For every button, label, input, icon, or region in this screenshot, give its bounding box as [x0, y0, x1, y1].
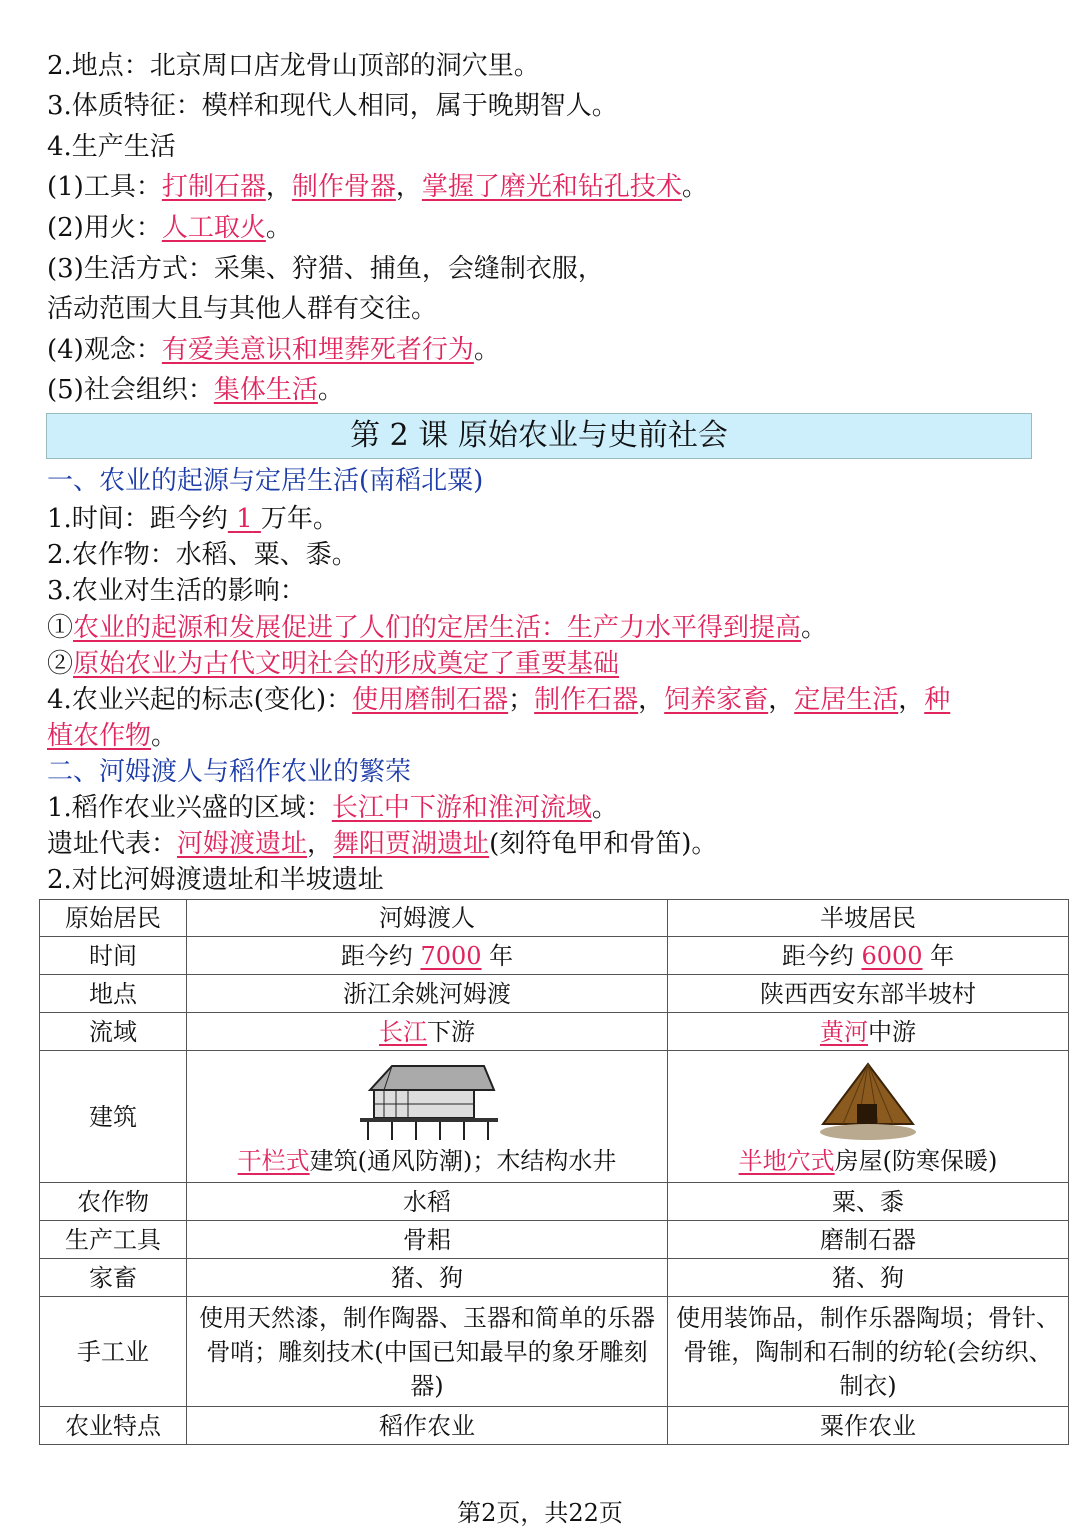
- table-cell: 原始居民: [40, 900, 187, 937]
- table-cell: 粟、黍: [668, 1183, 1069, 1221]
- table-cell: 农业特点: [40, 1407, 187, 1445]
- table-row: [40, 1051, 1069, 1183]
- text-line: 活动范围大且与其他人群有交往。: [47, 294, 438, 324]
- table-cell: 黄河中游: [668, 1013, 1069, 1051]
- text-line: 3.农业对生活的影响：: [47, 576, 306, 606]
- label: (刻符龟甲和骨笛)。: [489, 829, 718, 859]
- table-cell: 距今约 7000 年: [187, 937, 668, 975]
- answer: 人工取火: [161, 213, 266, 243]
- text-line: 3.体质特征：模样和现代人相同，属于晚期智人。: [47, 91, 618, 121]
- answer: 饲养家畜: [664, 685, 769, 715]
- answer: 打制石器: [161, 172, 266, 202]
- table-cell: 生产工具: [40, 1221, 187, 1259]
- table-cell: 骨耜: [187, 1221, 668, 1259]
- label: 遗址代表：: [47, 829, 178, 859]
- table-row: [40, 1221, 1069, 1259]
- lesson-title: 第 2 课 原始农业与史前社会: [46, 413, 1032, 459]
- table-cell: 农作物: [40, 1183, 187, 1221]
- table-row: [40, 900, 1069, 937]
- answer: 集体生活: [213, 375, 318, 405]
- table-cell: 稻作农业: [187, 1407, 668, 1445]
- table-cell: 浙江余姚河姆渡: [187, 975, 668, 1013]
- label: 万年。: [260, 504, 339, 534]
- table-row: [40, 1259, 1069, 1297]
- text-line: (2)用火：人工取火。: [47, 213, 292, 243]
- table-row: [40, 975, 1069, 1013]
- answer: 定居生活: [794, 685, 899, 715]
- text-line: [47, 646, 619, 682]
- text-line: 4.农业兴起的标志(变化)：使用磨制石器；制作石器，饲养家畜，定居生活，种: [47, 685, 951, 715]
- section-heading: 二、河姆渡人与稻作农业的繁荣: [47, 757, 412, 787]
- text-line: 2.地点：北京周口店龙骨山顶部的洞穴里。: [47, 51, 540, 81]
- label: ②: [47, 649, 74, 679]
- answer: 原始农业为古代文明社会的形成奠定了重要基础: [73, 649, 620, 679]
- answer: 农业的起源和发展促进了人们的定居生活：生产力水平得到提高: [73, 613, 802, 643]
- stilt-house-icon: [352, 1060, 502, 1144]
- table-cell: 陕西西安东部半坡村: [668, 975, 1069, 1013]
- answer: 制作骨器: [291, 172, 396, 202]
- text-line: (1)工具：打制石器，制作骨器，掌握了磨光和钻孔技术。: [47, 172, 708, 202]
- table-row: [40, 937, 1069, 975]
- label: 4.农业兴起的标志(变化)：: [47, 685, 353, 715]
- answer: 长江中下游和淮河流域: [331, 793, 592, 823]
- label: (4)观念：: [47, 335, 162, 365]
- answer: 有爱美意识和埋葬死者行为: [161, 335, 474, 365]
- table-cell: 地点: [40, 975, 187, 1013]
- label: 1.稻作农业兴盛的区域：: [47, 793, 332, 823]
- table-cell: 半地穴式房屋(防寒保暖): [668, 1051, 1069, 1183]
- text-line: 植农作物。: [47, 721, 178, 751]
- table-cell: 时间: [40, 937, 187, 975]
- page-number: 第2页，共22页: [457, 1499, 623, 1527]
- comparison-table: [39, 899, 1069, 1445]
- table-cell: 建筑: [40, 1051, 187, 1183]
- answer: 植农作物: [47, 721, 152, 751]
- answer: 1: [236, 504, 253, 534]
- table-cell: 家畜: [40, 1259, 187, 1297]
- table-cell: 流域: [40, 1013, 187, 1051]
- text-line: 1.稻作农业兴盛的区域：长江中下游和淮河流域。: [47, 793, 618, 823]
- label: ①: [47, 613, 74, 643]
- table-cell: 长江下游: [187, 1013, 668, 1051]
- answer: 掌握了磨光和钻孔技术: [421, 172, 682, 202]
- answer: 使用磨制石器: [352, 685, 509, 715]
- table-row: [40, 1183, 1069, 1221]
- text-line: (3)生活方式：采集、狩猎、捕鱼，会缝制衣服，: [47, 254, 604, 284]
- table-row: [40, 1013, 1069, 1051]
- label: (2)用火：: [47, 213, 162, 243]
- table-cell: 距今约 6000 年: [668, 937, 1069, 975]
- table-row: [40, 1297, 1069, 1407]
- text-line: 4.生产生活: [47, 132, 176, 162]
- text-line: (5)社会组织：集体生活。: [47, 375, 344, 405]
- table-cell: 粟作农业: [668, 1407, 1069, 1445]
- section-heading: 一、农业的起源与定居生活(南稻北粟): [47, 466, 484, 496]
- text-line: ①农业的起源和发展促进了人们的定居生活：生产力水平得到提高。: [47, 613, 828, 643]
- answer: 种: [924, 685, 951, 715]
- label: (1)工具：: [47, 172, 162, 202]
- table-cell: 手工业: [40, 1297, 187, 1407]
- text-line: 2.对比河姆渡遗址和半坡遗址: [47, 865, 384, 895]
- table-cell: 干栏式建筑(通风防潮)；木结构水井: [187, 1051, 668, 1183]
- hut-icon: [813, 1060, 923, 1144]
- table-cell: 使用装饰品，制作乐器陶埙；骨针、骨锥，陶制和石制的纺轮(会纺织、制衣): [668, 1297, 1069, 1407]
- text-line: 遗址代表：河姆渡遗址，舞阳贾湖遗址(刻符龟甲和骨笛)。: [47, 829, 718, 859]
- text-line: 2.农作物：水稻、粟、黍。: [47, 540, 358, 570]
- table-row: [40, 1407, 1069, 1445]
- label: (5)社会组织：: [47, 375, 214, 405]
- answer: 制作石器: [534, 685, 639, 715]
- answer: 河姆渡遗址: [177, 829, 308, 859]
- answer: 舞阳贾湖遗址: [333, 829, 490, 859]
- table-cell: 半坡居民: [668, 900, 1069, 937]
- text-line: (4)观念：有爱美意识和埋葬死者行为。: [47, 335, 500, 365]
- table-cell: 磨制石器: [668, 1221, 1069, 1259]
- text-line: [47, 501, 339, 537]
- label: 1.时间：距今约: [47, 504, 228, 534]
- table-cell: 水稻: [187, 1183, 668, 1221]
- table-cell: 河姆渡人: [187, 900, 668, 937]
- table-cell: 猪、狗: [668, 1259, 1069, 1297]
- table-cell: 猪、狗: [187, 1259, 668, 1297]
- table-cell: 使用天然漆，制作陶器、玉器和简单的乐器骨哨；雕刻技术(中国已知最早的象牙雕刻器): [187, 1297, 668, 1407]
